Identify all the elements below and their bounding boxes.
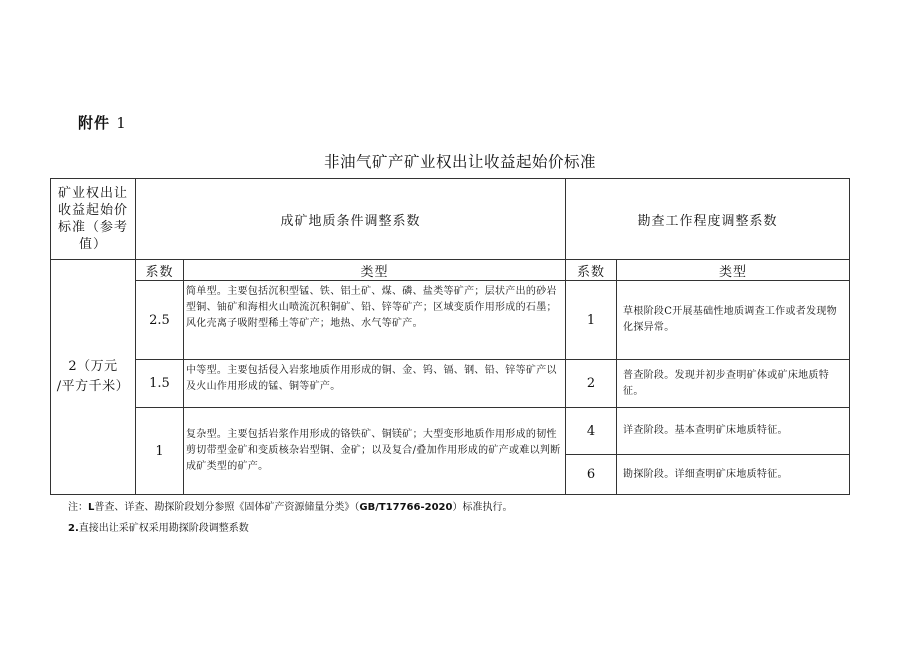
note-prefix: 注： xyxy=(68,502,88,513)
note-text: 直接出让采矿权采用勘探阶段调整系数 xyxy=(78,523,249,534)
geology-desc: 复杂型。主要包括岩浆作用形成的铬铁矿、铜镁矿；大型变形地质作用形成的韧性剪切带型金矿和变质核杂岩型铜、金矿；以及复合/叠加作用形成的矿产或难以判断成矿类型的矿产。 xyxy=(184,408,566,495)
geology-desc: 简单型。主要包括沉积型锰、铁、铝土矿、煤、磷、盐类等矿产；层状产出的砂岩型铜、铀矿和海相火山喷流沉积铜矿、铅、锌等矿产；区域变质作用形成的石墨；风化壳离子吸附型稀土等矿产；地热、水气等矿产。 xyxy=(184,281,566,360)
exploration-desc: 普查阶段。发现并初步查明矿体或矿床地质特征。 xyxy=(617,360,850,408)
geology-coef: 1 xyxy=(136,408,184,495)
standards-table xyxy=(50,178,850,495)
header-exploration-coefficient: 勘查工作程度调整系数 xyxy=(566,179,850,260)
header-standard-line: 值） xyxy=(78,237,107,252)
exploration-desc: 勘探阶段。详细查明矿床地质特征。 xyxy=(617,455,850,495)
header-standard-cell xyxy=(51,179,136,260)
note-suffix: ）标准执行。 xyxy=(452,502,513,513)
geology-coef: 2.5 xyxy=(136,281,184,360)
standard-value-line: /平方千米） xyxy=(56,379,130,394)
exploration-desc: 草根阶段C开展基础性地质调查工作或者发现物化探异常。 xyxy=(617,281,850,360)
notes xyxy=(68,497,512,539)
subheader-type-left: 类型 xyxy=(184,260,566,281)
exploration-coef: 1 xyxy=(566,281,617,360)
annex-text: 附件 xyxy=(78,114,111,132)
exploration-coef: 4 xyxy=(566,408,617,455)
subheader-type-right: 类型 xyxy=(617,260,850,281)
note-text: 普查、详查、勘探阶段划分参照《固体矿产资源储量分类》（ xyxy=(94,502,360,513)
header-geology-coefficient: 成矿地质条件调整系数 xyxy=(136,179,566,260)
exploration-coef: 6 xyxy=(566,455,617,495)
exploration-coef: 2 xyxy=(566,360,617,408)
exploration-desc: 详查阶段。基本查明矿床地质特征。 xyxy=(617,408,850,455)
geology-desc: 中等型。主要包括侵入岩浆地质作用形成的铜、金、钨、镉、钢、铅、锌等矿产以及火山作用形成的锰、铜等矿产。 xyxy=(184,360,566,408)
page-title: 非油气矿产矿业权出让收益起始价标准 xyxy=(323,153,596,171)
standard-value-line: 2（万元 xyxy=(68,359,118,374)
note-number: L xyxy=(88,502,95,513)
note-line-1 xyxy=(68,497,512,518)
header-standard-line: 收益起始价 xyxy=(57,203,128,218)
note-line-2 xyxy=(68,518,512,539)
note-standard-code: GB/T17766-2020 xyxy=(359,502,453,513)
annex-number: 1 xyxy=(116,114,127,132)
geology-coef: 1.5 xyxy=(136,360,184,408)
subheader-coef-right: 系数 xyxy=(566,260,617,281)
standard-value-cell xyxy=(51,260,136,495)
header-standard-line: 标准（参考 xyxy=(57,220,128,235)
subheader-coef-left: 系数 xyxy=(136,260,184,281)
header-standard-line: 矿业权出让 xyxy=(57,186,128,201)
annex-label xyxy=(78,112,127,133)
note-number: 2. xyxy=(68,523,79,534)
